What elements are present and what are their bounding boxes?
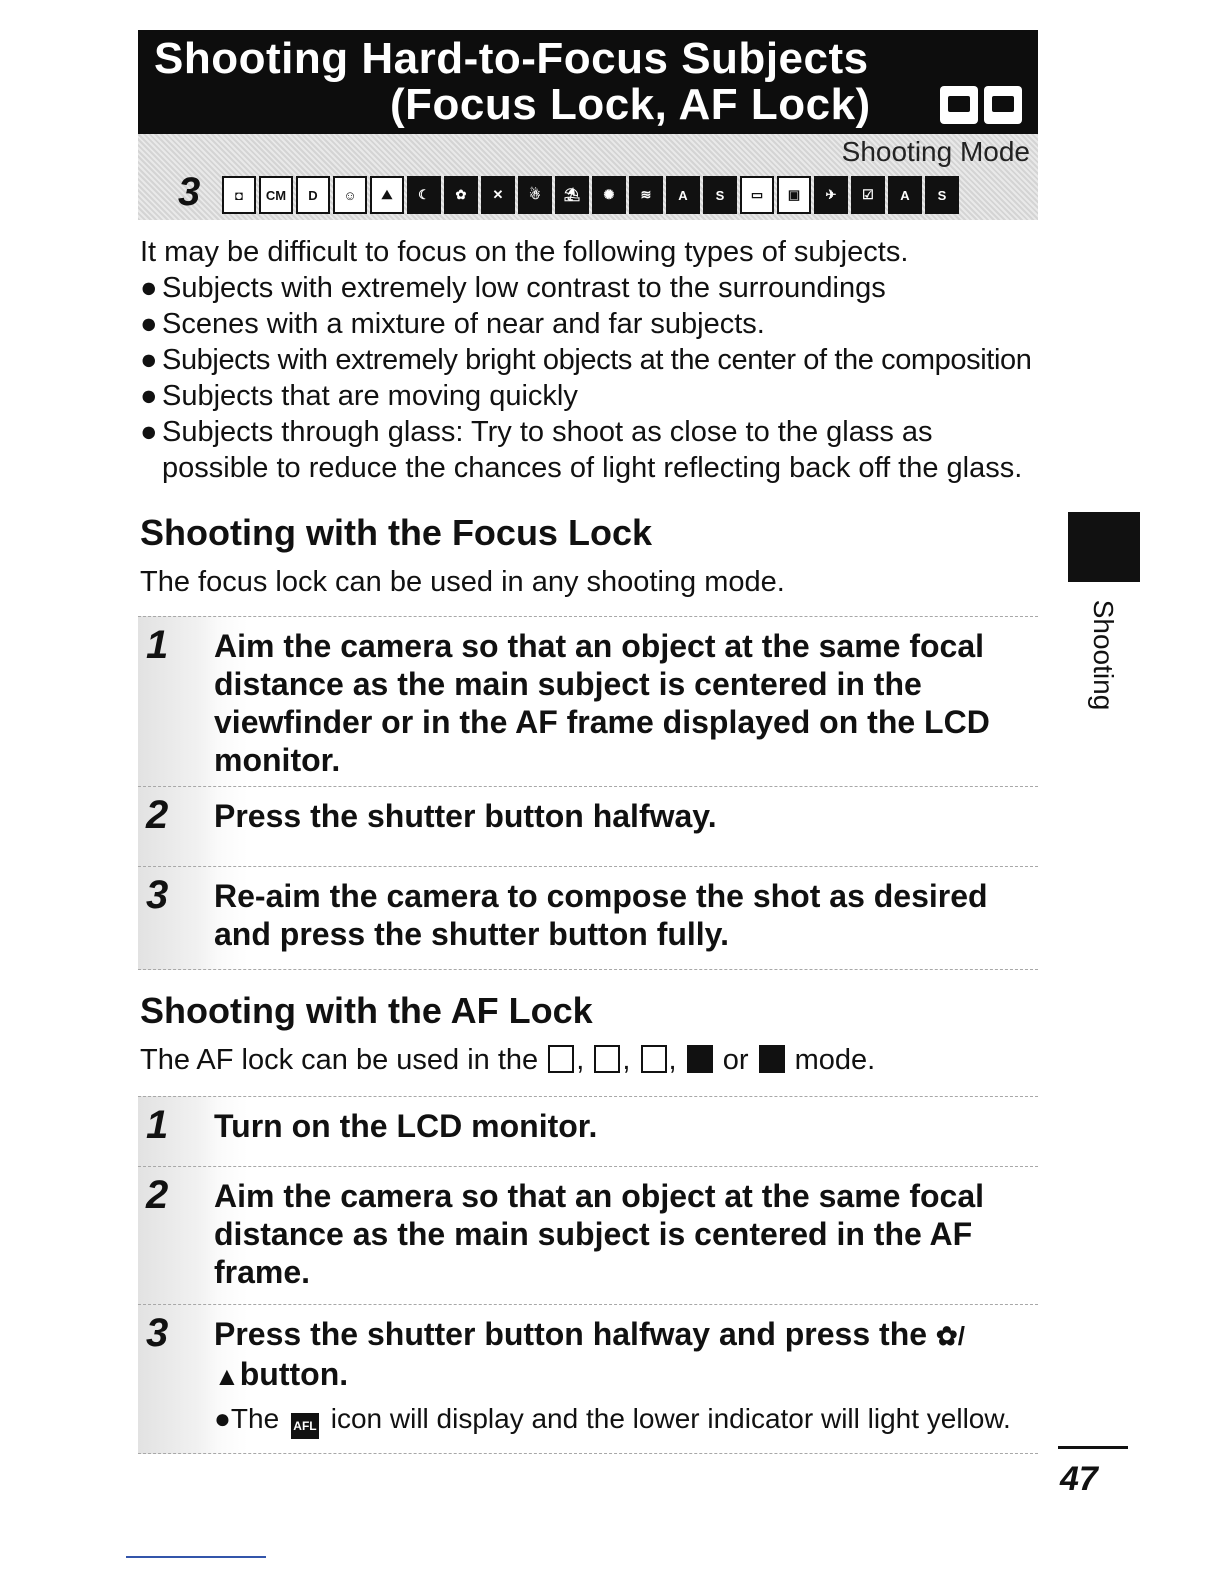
bullet-item: ● Subjects through glass: Try to shoot as close to the glass as possible to reduce the chances of light reflecting back off the glass. bbox=[140, 414, 1060, 486]
step-text: Press the shutter button halfway. bbox=[214, 798, 717, 834]
page-number-rule bbox=[1058, 1446, 1128, 1449]
kids-pets-icon: ✿ bbox=[444, 176, 478, 214]
underwater-icon: ≋ bbox=[629, 176, 663, 214]
movie-color-accent-icon: A bbox=[888, 176, 922, 214]
bottom-edge-line bbox=[126, 1556, 266, 1558]
note-bullet: ● bbox=[214, 1403, 231, 1434]
auto-mode-icon: ◘ bbox=[222, 176, 256, 214]
page-number: 47 bbox=[1060, 1460, 1098, 1498]
chapter-tab-label: Shooting bbox=[1088, 599, 1119, 711]
focus-lock-heading: Shooting with the Focus Lock bbox=[140, 512, 652, 553]
focus-lock-lead: The focus lock can be used in any shooting mode. bbox=[140, 566, 785, 598]
fireworks-icon: ✺ bbox=[592, 176, 626, 214]
page-title-line-2: (Focus Lock, AF Lock) bbox=[390, 80, 871, 129]
chapter-tab-marker bbox=[1068, 512, 1140, 582]
comma: , bbox=[576, 1044, 585, 1076]
snow-icon: ☃ bbox=[518, 176, 552, 214]
page-title-line-1: Shooting Hard-to-Focus Subjects bbox=[154, 34, 869, 83]
af-lock-icon: AFL bbox=[291, 1413, 319, 1439]
beach-icon: ⛱ bbox=[555, 176, 589, 214]
bullet-item: ● Scenes with a mixture of near and far subjects. bbox=[140, 306, 1060, 342]
title-mode-icons bbox=[940, 86, 1022, 124]
focus-lock-step-3 bbox=[138, 866, 1038, 970]
note-prefix: The bbox=[230, 1403, 280, 1434]
step-text bbox=[214, 1305, 1038, 1395]
macro-infinity-button-icon: ✿/▲ bbox=[214, 1321, 965, 1391]
af-lock-heading: Shooting with the AF Lock bbox=[140, 990, 593, 1031]
step-number: 2 bbox=[146, 1173, 169, 1217]
digital-macro-icon: D bbox=[296, 176, 330, 214]
af-lock-step-1 bbox=[138, 1096, 1038, 1166]
comma: , bbox=[622, 1044, 631, 1076]
mode-band-step-number: 3 bbox=[178, 170, 201, 214]
af-lock-steps bbox=[138, 1096, 1038, 1454]
step-number: 1 bbox=[146, 623, 169, 667]
subject-bullet-list bbox=[140, 270, 1060, 486]
step-number: 3 bbox=[146, 873, 169, 917]
portrait-icon: ☺ bbox=[333, 176, 367, 214]
focus-lock-step-2 bbox=[138, 786, 1038, 866]
shooting-mode-label: Shooting Mode bbox=[841, 136, 1030, 167]
digital-macro-icon bbox=[594, 1045, 620, 1073]
af-lock-lead-prefix: The AF lock can be used in the bbox=[140, 1044, 539, 1076]
night-scene-icon: ☾ bbox=[407, 176, 441, 214]
step-text: Aim the camera so that an object at the same focal distance as the main subject is centered in the AF frame. bbox=[214, 1178, 985, 1290]
color-accent-icon: A bbox=[666, 176, 700, 214]
step-text: Aim the camera so that an object at the same focal distance as the main subject is centered in the viewfinder or in the AF frame displayed on the LCD monitor. bbox=[214, 628, 990, 778]
step-number: 2 bbox=[146, 793, 169, 837]
comma: , bbox=[668, 1044, 677, 1076]
intro-lead: It may be difficult to focus on the following types of subjects. bbox=[140, 236, 909, 268]
title-bar bbox=[138, 30, 1038, 134]
movie-fast-frame-icon: ✈ bbox=[814, 176, 848, 214]
manual-mode-icon: CM bbox=[259, 176, 293, 214]
movie-standard-icon bbox=[641, 1045, 667, 1073]
focus-lock-steps bbox=[138, 616, 1038, 970]
movie-color-swap-icon: S bbox=[925, 176, 959, 214]
shooting-mode-band bbox=[138, 134, 1038, 220]
or-word: or bbox=[722, 1044, 749, 1076]
step-number: 3 bbox=[146, 1311, 169, 1355]
landscape-icon: ⛰ bbox=[370, 176, 404, 214]
step-text: Turn on the LCD monitor. bbox=[214, 1108, 598, 1144]
bullet-item: ● Subjects that are moving quickly bbox=[140, 378, 1060, 414]
indoor-icon: ✕ bbox=[481, 176, 515, 214]
movie-compact-icon bbox=[687, 1045, 713, 1073]
movie-mode-icon bbox=[984, 86, 1022, 124]
bullet-item: ● Subjects with extremely low contrast to the surroundings bbox=[140, 270, 1060, 306]
af-lock-lead bbox=[140, 1044, 875, 1077]
af-lock-step-2 bbox=[138, 1166, 1038, 1304]
movie-fast-frame-icon bbox=[759, 1045, 785, 1073]
step-number: 1 bbox=[146, 1103, 169, 1147]
movie-standard-icon: ▣ bbox=[777, 176, 811, 214]
shooting-mode-icons bbox=[222, 176, 959, 214]
bullet-item: ● Subjects with extremely bright objects at the center of the composition bbox=[140, 342, 1060, 378]
af-lock-lead-suffix: mode. bbox=[794, 1044, 876, 1076]
stitch-assist-icon: ▭ bbox=[740, 176, 774, 214]
af-lock-step-3 bbox=[138, 1304, 1038, 1454]
intro-section bbox=[140, 234, 1060, 486]
color-swap-icon: S bbox=[703, 176, 737, 214]
manual-mode-icon bbox=[548, 1045, 574, 1073]
auto-mode-icon bbox=[940, 86, 978, 124]
focus-lock-step-1 bbox=[138, 616, 1038, 786]
step-text-suffix: button. bbox=[239, 1356, 349, 1392]
step-text: Re-aim the camera to compose the shot as desired and press the shutter button fully. bbox=[214, 878, 988, 952]
note-suffix: icon will display and the lower indicator will light yellow. bbox=[330, 1403, 1011, 1434]
step-note bbox=[214, 1395, 1038, 1447]
step-text-prefix: Press the shutter button halfway and press the bbox=[214, 1316, 928, 1352]
movie-compact-icon: ☑ bbox=[851, 176, 885, 214]
